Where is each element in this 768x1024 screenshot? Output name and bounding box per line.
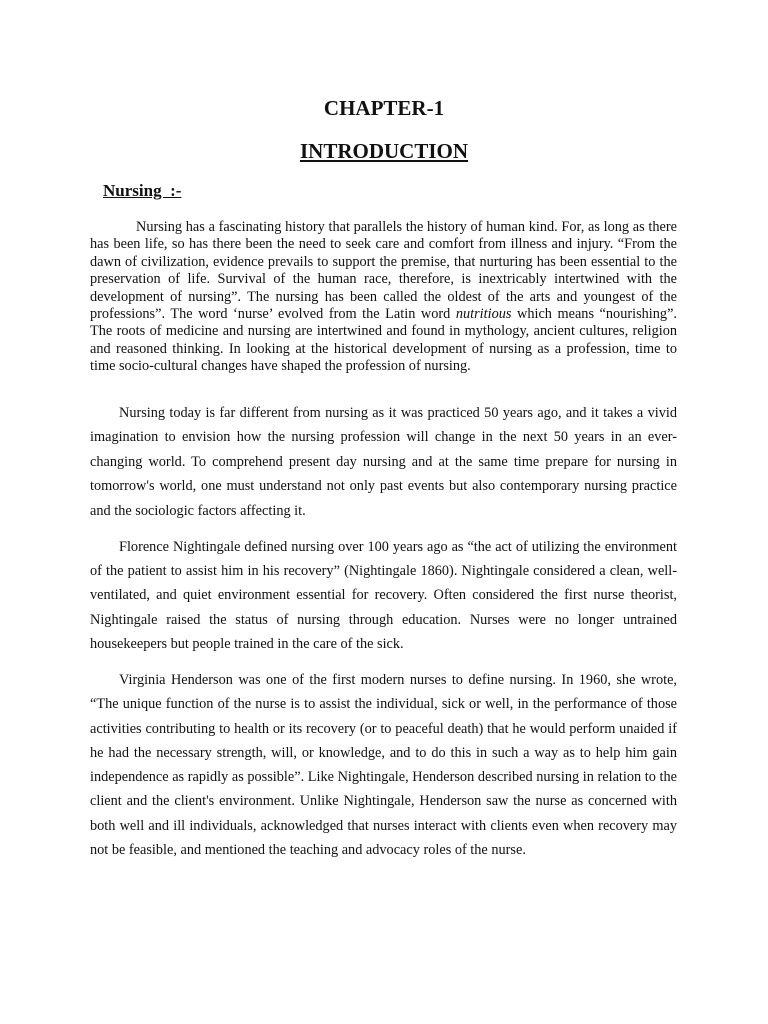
- section-heading: Nursing :-: [103, 181, 182, 200]
- paragraph-henderson: Virginia Henderson was one of the first modern nurses to define nursing. In 1960, she wrote, “The unique function of the nurse is to assist the individual, sick or well, in the performance of those activities contributing to health or its recovery (or to peaceful death) that he would perform unaided if he had the necessary strength, will, or knowledge, and to do this in such a way as to help him gain independence as rapidly as possible”. Like Nightingale, Henderson described nursing in relation to the client and the client's environment. Unlike Nightingale, Henderson saw the nurse as concerned with both well and ill individuals, acknowledged that nurses interact with clients even when recovery may not be feasible, and mentioned the teaching and advocacy roles of the nurse.: [90, 672, 677, 859]
- paragraph-history-italic-word: nutritious: [455, 306, 512, 323]
- page-title: INTRODUCTION: [299, 139, 469, 163]
- paragraph-nursing-today: Nursing today is far different from nursing as it was practiced 50 years ago, and it takes a vivid imagination to envision how the nursing profession will change in the next 50 years in an ever-changing world. To comprehend present day nursing and at the same time prepare for nursing in tomorrow's world, one must understand not only past events but also contemporary nursing practice and the sociologic factors affecting it.: [90, 405, 677, 519]
- chapter-label: CHAPTER-1: [323, 96, 445, 120]
- paragraph-history-text-end: which means “nourishing”. The roots of medicine and nursing are intertwined and found in mythology, ancient cultures, religion and reasoned thinking. In looking at the historical development of nursing as a profession, time to time socio-cultural changes have shaped the profession of nursing.: [90, 306, 677, 375]
- paragraph-history-text-start: Nursing has a fascinating history that parallels the history of human kind. For, as long as there has been life, so has there been the need to seek care and comfort from illness and injury. “From the dawn of civilization, evidence prevails to support the premise, that nurturing has been essential to the preservation of life. Survival of the human race, therefore, is inextricably intertwined with the development of nursing”. The nursing has been called the oldest of the arts and youngest of the professions”. The word ‘nurse’ evolved from the Latin word: [90, 219, 677, 323]
- paragraph-history: [90, 219, 677, 376]
- paragraph-nightingale: Florence Nightingale defined nursing over 100 years ago as “the act of utilizing the environment of the patient to assist him in his recovery” (Nightingale 1860). Nightingale considered a clean, well-ventilated, and quiet environment essential for recovery. Often considered the first nurse theorist, Nightingale raised the status of nursing through education. Nurses were no longer untrained housekeepers but people trained in the care of the sick.: [90, 539, 677, 652]
